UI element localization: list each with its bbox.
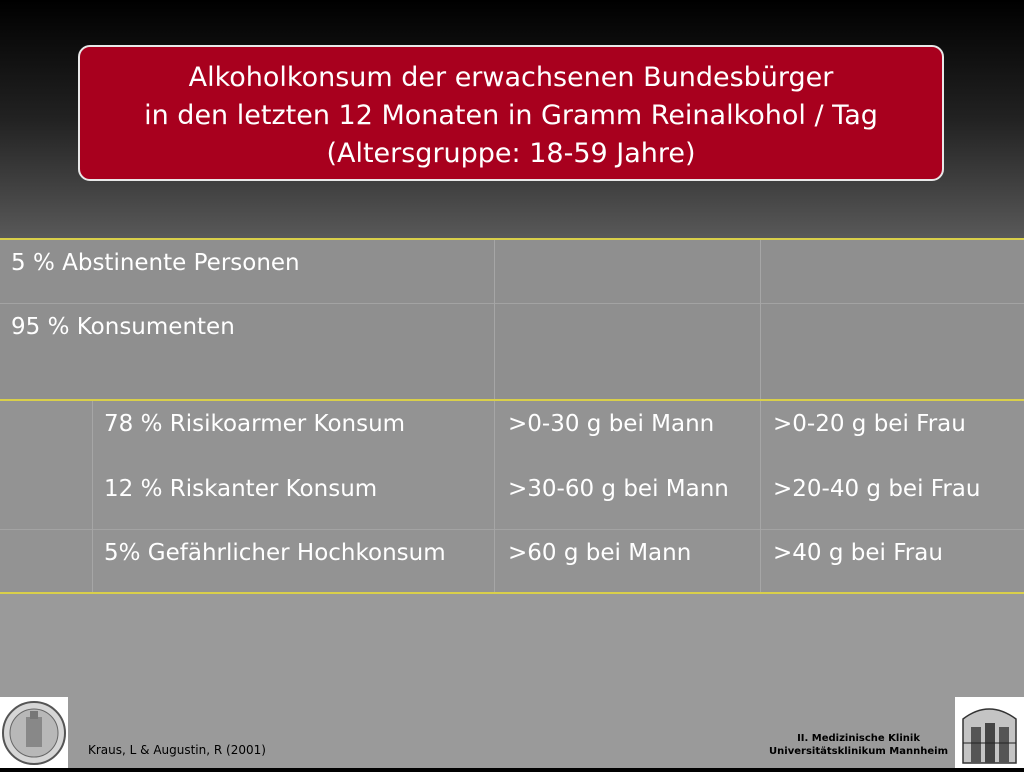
university-seal-logo: [0, 697, 68, 768]
title-line-2: in den letzten 12 Monaten in Gramm Reinalkohol / Tag: [144, 100, 878, 131]
row-high-risk-women: >40 g bei Frau: [773, 540, 943, 566]
clinic-line-2: Universitätsklinikum Mannheim: [769, 746, 948, 757]
row-risky-men: >30-60 g bei Mann: [508, 476, 729, 502]
row-high-risk-men: >60 g bei Mann: [508, 540, 692, 566]
citation: Kraus, L & Augustin, R (2001): [88, 743, 266, 757]
row-low-risk-label: 78 % Risikoarmer Konsum: [104, 411, 406, 437]
consumers-cell: 95 % Konsumenten: [11, 314, 235, 340]
clinic-building-logo: [955, 697, 1024, 768]
row-low-risk-women: >0-20 g bei Frau: [773, 411, 966, 437]
table: [0, 240, 1024, 592]
abstinent-cell: 5 % Abstinente Personen: [11, 250, 300, 276]
row-low-risk-men: >0-30 g bei Mann: [508, 411, 715, 437]
clinic-name: [769, 732, 948, 758]
row-risky-women: >20-40 g bei Frau: [773, 476, 981, 502]
row-risky-label: 12 % Riskanter Konsum: [104, 476, 378, 502]
clinic-line-1: II. Medizinische Klinik: [797, 733, 920, 744]
title-line-1: Alkoholkonsum der erwachsenen Bundesbürger: [188, 62, 834, 93]
title-line-3: (Altersgruppe: 18-59 Jahre): [326, 138, 696, 169]
row-high-risk-label: 5% Gefährlicher Hochkonsum: [104, 540, 446, 566]
title-box: [78, 45, 944, 181]
